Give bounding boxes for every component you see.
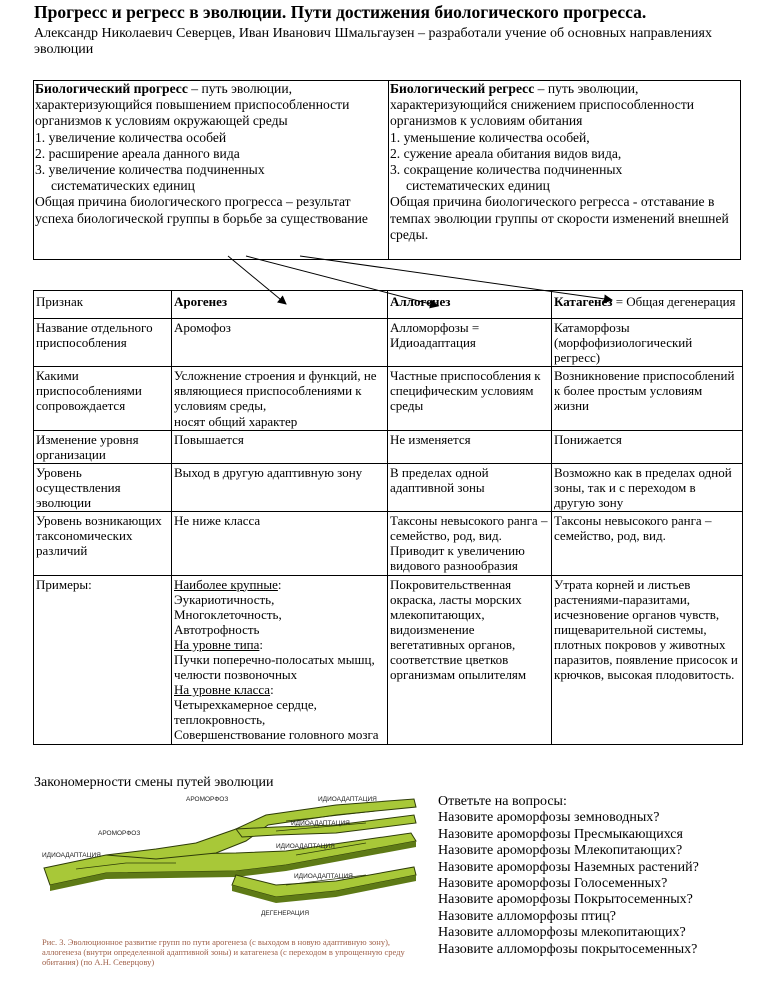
- header-cell: Аллогенез: [388, 291, 552, 319]
- table-row: [34, 367, 743, 430]
- diagram-label: ИДИОАДАПТАЦИЯ: [294, 873, 353, 880]
- table-cell: Понижается: [552, 430, 743, 463]
- header-cell: [552, 291, 743, 319]
- question-item: Назовите ароморфозы Голосеменных?: [438, 876, 668, 892]
- example-text: Четырехкамерное сердце, теплокровность, Совершенствование головного мозга: [174, 697, 379, 743]
- table-cell: Усложнение строения и функций, не являющиеся приспособлениями к условиям среды, носят общий характер: [172, 367, 388, 430]
- diagram-label: ИДИОАДАПТАЦИЯ: [318, 796, 377, 803]
- regress-term: Биологический регресс: [390, 81, 535, 96]
- progress-term: Биологический прогресс: [35, 81, 188, 96]
- table-cell: Какими приспособлениями сопровождается: [34, 367, 172, 430]
- table-cell: Катаморфозы (морфофизиологический регресс): [552, 319, 743, 367]
- table-cell: Не изменяется: [388, 430, 552, 463]
- example-head: На уровне типа: [174, 636, 260, 652]
- regress-cause: Общая причина биологического регресса - отставание в темпах эволюции группы от скорости изменений внешней среды.: [390, 194, 729, 242]
- diagram-label: ИДИОАДАПТАЦИЯ: [42, 852, 101, 859]
- table-row: [34, 319, 743, 367]
- diagram-label: ДЕГЕНЕРАЦИЯ: [261, 910, 310, 917]
- question-item: Назовите ароморфозы Пресмыкающихся: [438, 826, 683, 842]
- example-text: Пучки поперечно-полосатых мышц, челюсти позвоночных: [174, 651, 375, 683]
- question-item: Назовите алломорфозы птиц?: [438, 908, 616, 924]
- regress-item: 1. уменьшение количества особей,: [390, 129, 590, 145]
- regress-item: 3. сокращение количества подчиненных: [390, 162, 623, 178]
- table-cell: Название отдельного приспособления: [34, 319, 172, 367]
- table-cell: Повышается: [172, 430, 388, 463]
- katagenez-rest: = Общая дегенерация: [612, 294, 736, 309]
- table-cell: Уровень возникающих таксономических различий: [34, 512, 172, 575]
- table-cell: Возникновение приспособлений к более простым условиям жизни: [552, 367, 743, 430]
- regress-def: – путь эволюции, характеризующийся снижением приспособленности организмов к условиям обитания: [390, 81, 695, 129]
- arrows-overlay: [0, 0, 768, 320]
- question-item: Назовите ароморфозы Наземных растений?: [438, 859, 699, 875]
- figure-caption: Рис. 3. Эволюционное развитие групп по пути арогенеза (с выходом в новую адаптивную зону), аллогенеза (внутри определенной адаптивной зоны) и катагенеза (с переходом в упрощенную среду обитания) (по А.Н. Северцову): [42, 937, 405, 967]
- table-cell: Не ниже класса: [172, 512, 388, 575]
- header-cell: Признак: [34, 291, 172, 319]
- table-cell: Изменение уровня организации: [34, 430, 172, 463]
- table-cell: Покровительственная окраска, ласты морских млекопитающих, видоизменение вегетативных органов, соответствие цветков организмам опылителям: [388, 575, 552, 744]
- regress-item: систематических единиц: [406, 178, 550, 194]
- progress-def: – путь эволюции, характеризующийся повышением приспособленности организмов к условиям окружающей среды: [35, 81, 350, 129]
- table-cell: Таксоны невысокого ранга – семейство, род, вид. Приводит к увеличению видового разнообразия: [388, 512, 552, 575]
- question-item: Назовите ароморфозы Покрытосеменных?: [438, 892, 693, 908]
- questions-block: [438, 794, 699, 958]
- question-item: Назовите алломорфозы млекопитающих?: [438, 925, 686, 941]
- table-header-row: [34, 291, 743, 319]
- table-cell: Аромофоз: [172, 319, 388, 367]
- example-head: На уровне класса: [174, 682, 271, 698]
- table-cell: Выход в другую адаптивную зону: [172, 463, 388, 511]
- progress-item: систематических единиц: [51, 178, 195, 194]
- table-cell: Утрата корней и листьев растениями-паразитами, исчезновение органов чувств, пищеварительной системы, плотных покровов у животных паразитов, появление присосок и крючков, высокая плодовитость.: [552, 575, 743, 744]
- table-row: [34, 463, 743, 511]
- question-item: Назовите алломорфозы покрытосеменных?: [438, 941, 698, 957]
- intro-text: Александр Николаевич Северцев, Иван Иванович Шмальгаузен – разработали учение об основных направлениях эволюции: [34, 26, 712, 57]
- diagram-label: АРОМОРФОЗ: [98, 830, 141, 837]
- example-text: Эукариотичность, Многоклеточность, Автотрофность: [174, 591, 282, 637]
- table-cell: Частные приспособления к специфическим условиям среды: [388, 367, 552, 430]
- aromorphosis-examples: Наиболее крупные: Эукариотичность, Многоклеточность, Автотрофность На уровне типа: Пучки поперечно-полосатых мышц, челюсти позвоночных На уровне класса: Четырехкамерное сердце, теплокровность, Совершенствование головного мозга: [172, 575, 388, 744]
- table-cell: Таксоны невысокого ранга – семейство, род, вид.: [552, 512, 743, 575]
- diagram-label: ИДИОАДАПТАЦИЯ: [291, 820, 350, 827]
- progress-item: 1. увеличение количества особей: [35, 129, 227, 145]
- regress-item: 2. сужение ареала обитания видов вида,: [390, 145, 622, 161]
- table-cell: Алломорфозы = Идиоадаптация: [388, 319, 552, 367]
- table-row: [34, 430, 743, 463]
- header-cell: Арогенез: [172, 291, 388, 319]
- evolution-table: [33, 290, 743, 745]
- table-cell: Примеры:: [34, 575, 172, 744]
- questions-heading: Ответьте на вопросы:: [438, 794, 567, 809]
- figure-heading: Закономерности смены путей эволюции: [34, 775, 274, 790]
- progress-cause: Общая причина биологического прогресса – результат успеха биологической группы в борьбе за существование: [35, 194, 368, 226]
- page-title: Прогресс и регресс в эволюции. Пути достижения биологического прогресса.: [34, 2, 647, 22]
- katagenez-term: Катагенез: [554, 294, 613, 309]
- progress-item: 3. увеличение количества подчиненных: [35, 162, 265, 178]
- question-item: Назовите ароморфозы земноводных?: [438, 810, 660, 826]
- table-cell: Уровень осуществления эволюции: [34, 463, 172, 511]
- table-cell: Возможно как в пределах одной зоны, так и с переходом в другую зону: [552, 463, 743, 511]
- table-row: [34, 512, 743, 575]
- table-cell: В пределах одной адаптивной зоны: [388, 463, 552, 511]
- diagram-label: АРОМОРФОЗ: [186, 796, 229, 803]
- question-item: Назовите ароморфозы Млекопитающих?: [438, 843, 683, 859]
- example-head: Наиболее крупные: [174, 576, 278, 592]
- progress-item: 2. расширение ареала данного вида: [35, 145, 240, 161]
- diagram-label: ИДИОАДАПТАЦИЯ: [276, 843, 335, 850]
- table-row: [34, 575, 743, 744]
